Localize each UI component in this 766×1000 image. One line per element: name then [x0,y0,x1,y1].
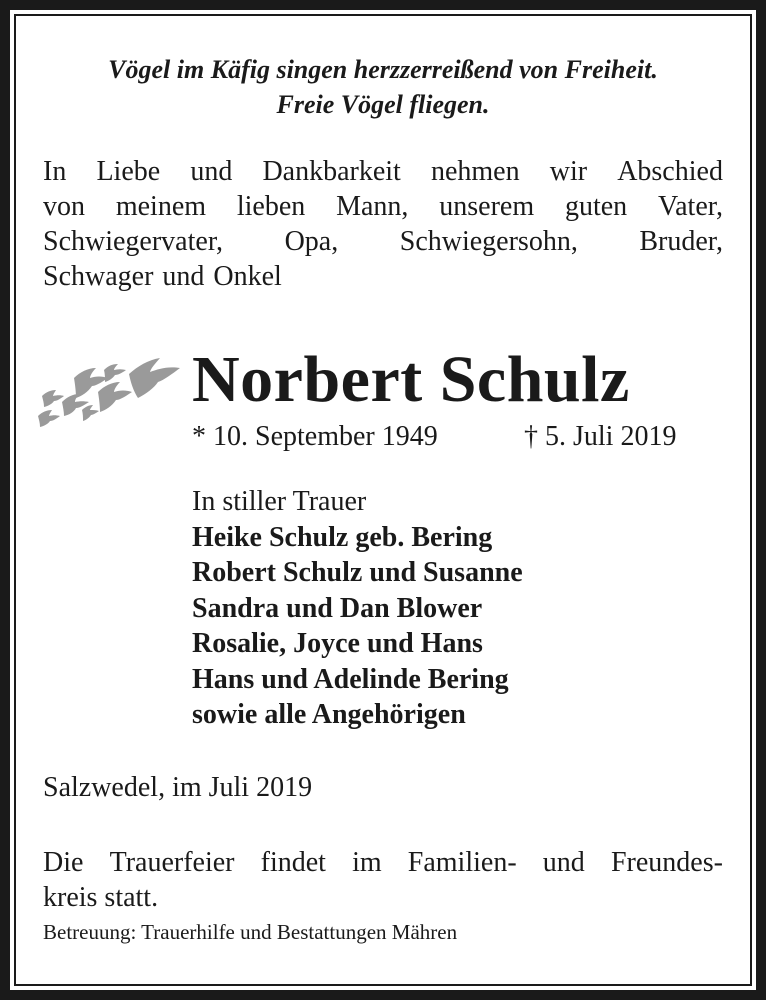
word: und [162,261,205,292]
word: nehmen [430,156,520,187]
intro-text [43,154,723,294]
word: Onkel [213,261,282,292]
word: meinem [115,191,207,222]
word: Trauerfeier [109,847,235,878]
mourners-list [192,484,523,733]
dove-medium [98,382,132,412]
funeral-home-credit: Betreuung: Trauerhilfe und Bestattungen Mähren [43,920,458,944]
place-date: Salzwedel, im Juli 2019 [43,772,313,803]
word: guten [564,191,628,222]
word: findet [260,847,326,878]
word: Opa, [284,226,339,257]
motto-line-1: Vögel im Käfig singen herzzerreißend von Freiheit. [108,55,658,84]
mourner: Hans und Adelinde Bering [192,663,509,695]
word: Die [43,847,84,878]
word: und [542,847,585,878]
word: wir [549,156,588,187]
mourner: sowie alle Angehörigen [192,699,466,730]
word: im [352,847,382,878]
ceremony-notice [43,845,723,915]
dove-small-5 [82,405,99,421]
intro-line-4 [43,259,723,294]
word: Abschied [617,156,723,187]
word: unserem [439,191,535,222]
word: Schwiegervater, [43,226,224,257]
intro-line-2 [43,189,723,224]
word: lieben [236,191,306,222]
ceremony-line-2: kreis statt. [43,882,159,913]
mourner: Rosalie, Joyce und Hans [192,628,483,659]
word: und [190,156,233,187]
mourner: Heike Schulz geb. Bering [192,521,493,553]
dove-small-4 [38,410,60,427]
word: Bruder, [639,226,723,257]
mourner: Sandra und Dan Blower [192,592,483,624]
mourners-heading: In stiller Trauer [192,486,367,517]
birth-date: * 10. September 1949 [192,421,438,452]
word: Vater, [658,191,723,222]
death-date: † 5. Juli 2019 [524,421,677,452]
intro-line-1 [43,154,723,189]
dove-large [129,358,180,398]
ceremony-line-1 [43,845,723,880]
dove-small-3 [42,390,64,407]
word: Freundes- [610,847,723,878]
dove-small [104,364,126,382]
word: Dankbarkeit [262,156,401,187]
motto-line-2: Freie Vögel fliegen. [276,90,490,119]
word: Familien- [407,847,517,878]
intro-line-3 [43,224,723,259]
flying-doves-icon [34,352,186,432]
word: von [43,191,85,222]
word: In [43,156,67,187]
word: Mann, [336,191,409,222]
mourner: Robert Schulz und Susanne [192,557,523,588]
word: Schwager [43,261,154,292]
word: Liebe [96,156,161,187]
deceased-name: Norbert Schulz [192,343,630,416]
word: Schwiegersohn, [399,226,578,257]
motto [40,52,726,122]
